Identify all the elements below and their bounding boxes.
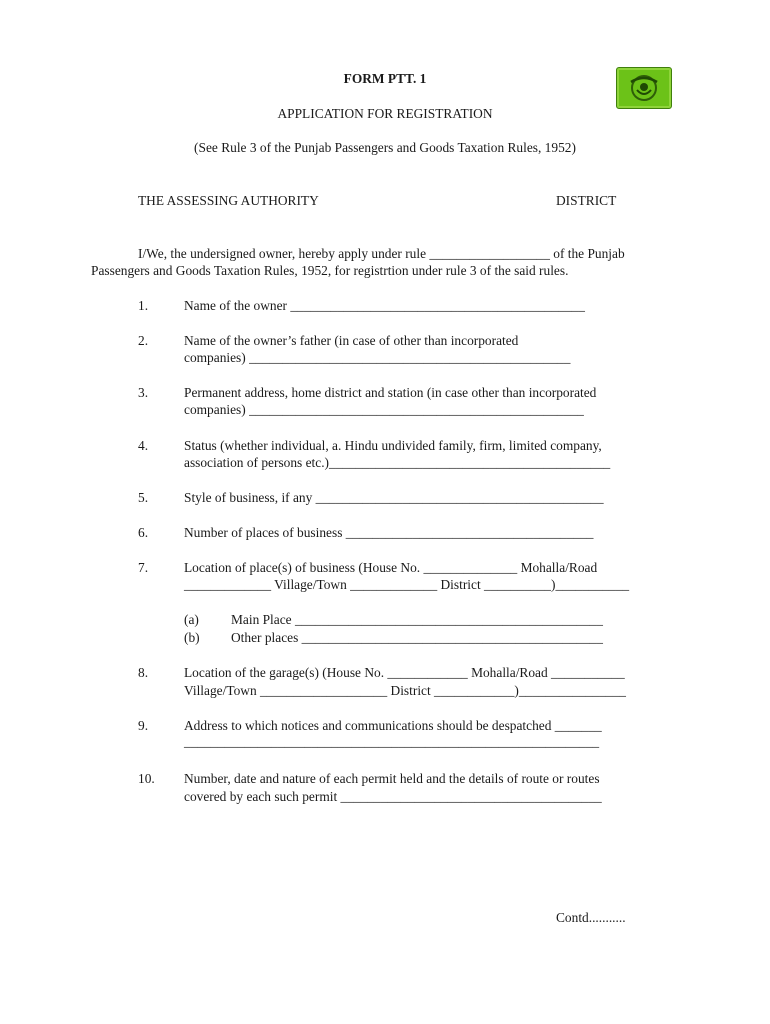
item-number: 4.	[138, 438, 149, 453]
item-number: 10.	[138, 771, 155, 786]
item-number: 6.	[138, 525, 149, 540]
sub-item-other-places[interactable]: Other places _____________________________________________	[231, 630, 603, 645]
item-number-of-places[interactable]: Number of places of business _____________________________________	[184, 525, 594, 540]
intro-line-1: I/We, the undersigned owner, hereby apply under rule __________________ of the Punjab	[138, 246, 625, 261]
seal-logo-icon	[616, 67, 672, 109]
item-garage-location-line-2[interactable]: Village/Town ___________________ District ____________)________________	[184, 683, 626, 698]
form-number: FORM PTT. 1	[343, 71, 427, 86]
item-status-line-2[interactable]: association of persons etc.)__________________________________________	[184, 455, 611, 470]
form-title: APPLICATION FOR REGISTRATION	[277, 106, 493, 121]
item-business-location-line-2[interactable]: _____________ Village/Town _____________ District __________)___________	[184, 577, 630, 592]
district-label: DISTRICT	[556, 193, 617, 208]
item-status-line-1: Status (whether individual, a. Hindu undivided family, firm, limited company,	[184, 438, 602, 453]
sub-item-label: (a)	[184, 612, 199, 627]
item-number: 8.	[138, 665, 149, 680]
form-subtitle: (See Rule 3 of the Punjab Passengers and Goods Taxation Rules, 1952)	[194, 140, 576, 155]
item-number: 9.	[138, 718, 149, 733]
item-owner-father-line-1: Name of the owner’s father (in case of other than incorporated	[184, 333, 519, 348]
intro-line-2: Passengers and Goods Taxation Rules, 1952, for registrtion under rule 3 of the said rules.	[91, 263, 569, 278]
item-garage-location-line-1[interactable]: Location of the garage(s) (House No. ____________ Mohalla/Road ___________	[184, 665, 625, 680]
item-permit-details-line-1: Number, date and nature of each permit held and the details of route or routes	[184, 771, 600, 786]
item-permit-details-line-2[interactable]: covered by each such permit _______________________________________	[184, 789, 602, 804]
continued-label: Contd...........	[556, 910, 626, 925]
item-business-location-line-1[interactable]: Location of place(s) of business (House No. ______________ Mohalla/Road	[184, 560, 598, 575]
sub-item-main-place[interactable]: Main Place ______________________________________________	[231, 612, 603, 627]
item-notice-address-line-2[interactable]: ______________________________________________________________	[184, 734, 600, 749]
item-number: 5.	[138, 490, 149, 505]
item-permanent-address-line-1: Permanent address, home district and station (in case other than incorporated	[184, 385, 597, 400]
item-number: 2.	[138, 333, 149, 348]
assessing-authority-label: THE ASSESSING AUTHORITY	[138, 193, 319, 208]
sub-item-label: (b)	[184, 630, 200, 645]
item-notice-address-line-1[interactable]: Address to which notices and communications should be despatched _______	[184, 718, 602, 733]
item-number: 7.	[138, 560, 149, 575]
item-owner-name[interactable]: Name of the owner ____________________________________________	[184, 298, 585, 313]
item-style-of-business[interactable]: Style of business, if any ___________________________________________	[184, 490, 604, 505]
item-number: 1.	[138, 298, 149, 313]
item-permanent-address-line-2[interactable]: companies) __________________________________________________	[184, 402, 584, 417]
item-owner-father-line-2[interactable]: companies) ________________________________________________	[184, 350, 571, 365]
item-number: 3.	[138, 385, 149, 400]
